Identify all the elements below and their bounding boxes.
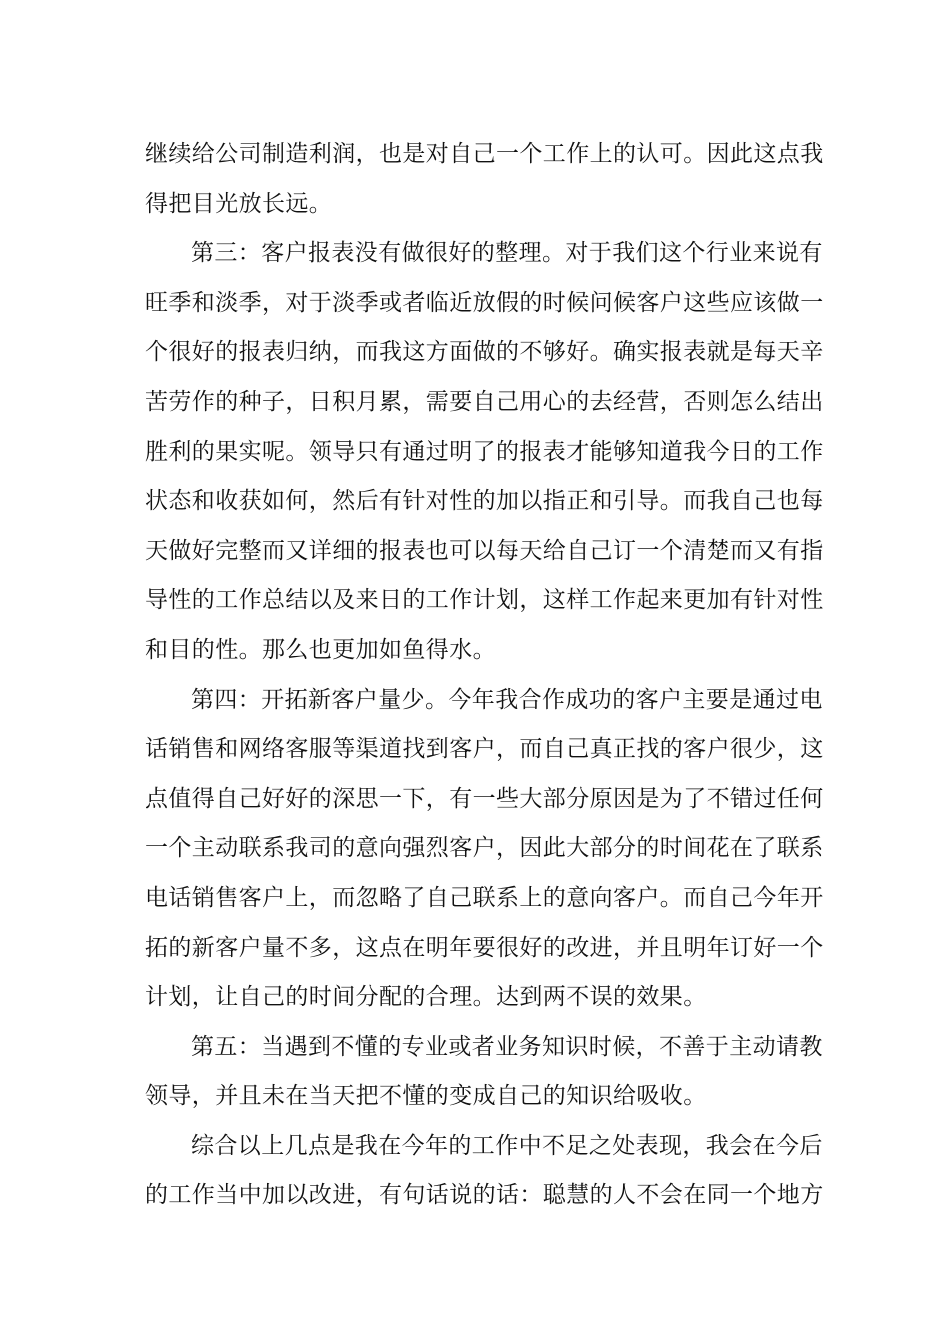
text-line: 计划，让自己的时间分配的合理。达到两不误的效果。 <box>145 984 707 1011</box>
text-line: 电话销售客户上，而忽略了自己联系上的意向客户。而自己今年开 <box>145 884 824 911</box>
text-line: 拓的新客户量不多，这点在明年要很好的改进，并且明年订好一个 <box>145 934 824 961</box>
body-text <box>145 130 824 1221</box>
paragraph-start-line: 第四：开拓新客户量少。今年我合作成功的客户主要是通过电 <box>191 686 823 713</box>
text-line: 和目的性。那么也更加如鱼得水。 <box>145 636 496 663</box>
text-line: 苦劳作的种子，日积月累，需要自己用心的去经营，否则怎么结出 <box>145 388 824 415</box>
text-line: 导性的工作总结以及来日的工作计划，这样工作起来更加有针对性 <box>145 587 824 614</box>
paragraph-start-line: 第五：当遇到不懂的专业或者业务知识时候，不善于主动请教 <box>191 1033 823 1060</box>
text-line: 点值得自己好好的深思一下，有一些大部分原因是为了不错过任何 <box>145 785 824 812</box>
text-line: 得把目光放长远。 <box>145 190 333 217</box>
text-line: 个很好的报表归纳，而我这方面做的不够好。确实报表就是每天辛 <box>145 339 824 366</box>
text-line: 一个主动联系我司的意向强烈客户，因此大部分的时间花在了联系 <box>145 835 824 862</box>
text-line: 话销售和网络客服等渠道找到客户，而自己真正找的客户很少，这 <box>145 736 824 763</box>
text-line: 的工作当中加以改进，有句话说的话：聪慧的人不会在同一个地方 <box>145 1182 824 1209</box>
text-line: 天做好完整而又详细的报表也可以每天给自己订一个清楚而又有指 <box>145 537 824 564</box>
text-line: 领导，并且未在当天把不懂的变成自己的知识给吸收。 <box>145 1083 707 1110</box>
text-line: 状态和收获如何，然后有针对性的加以指正和引导。而我自己也每 <box>145 488 824 515</box>
text-line: 胜利的果实呢。领导只有通过明了的报表才能够知道我今日的工作 <box>145 438 824 465</box>
paragraph-start-line: 综合以上几点是我在今年的工作中不足之处表现，我会在今后 <box>191 1132 823 1159</box>
text-line: 旺季和淡季，对于淡季或者临近放假的时候问候客户这些应该做一 <box>145 289 824 316</box>
text-line: 继续给公司制造利润，也是对自己一个工作上的认可。因此这点我 <box>145 141 824 167</box>
paragraph-start-line: 第三：客户报表没有做很好的整理。对于我们这个行业来说有 <box>191 240 823 267</box>
